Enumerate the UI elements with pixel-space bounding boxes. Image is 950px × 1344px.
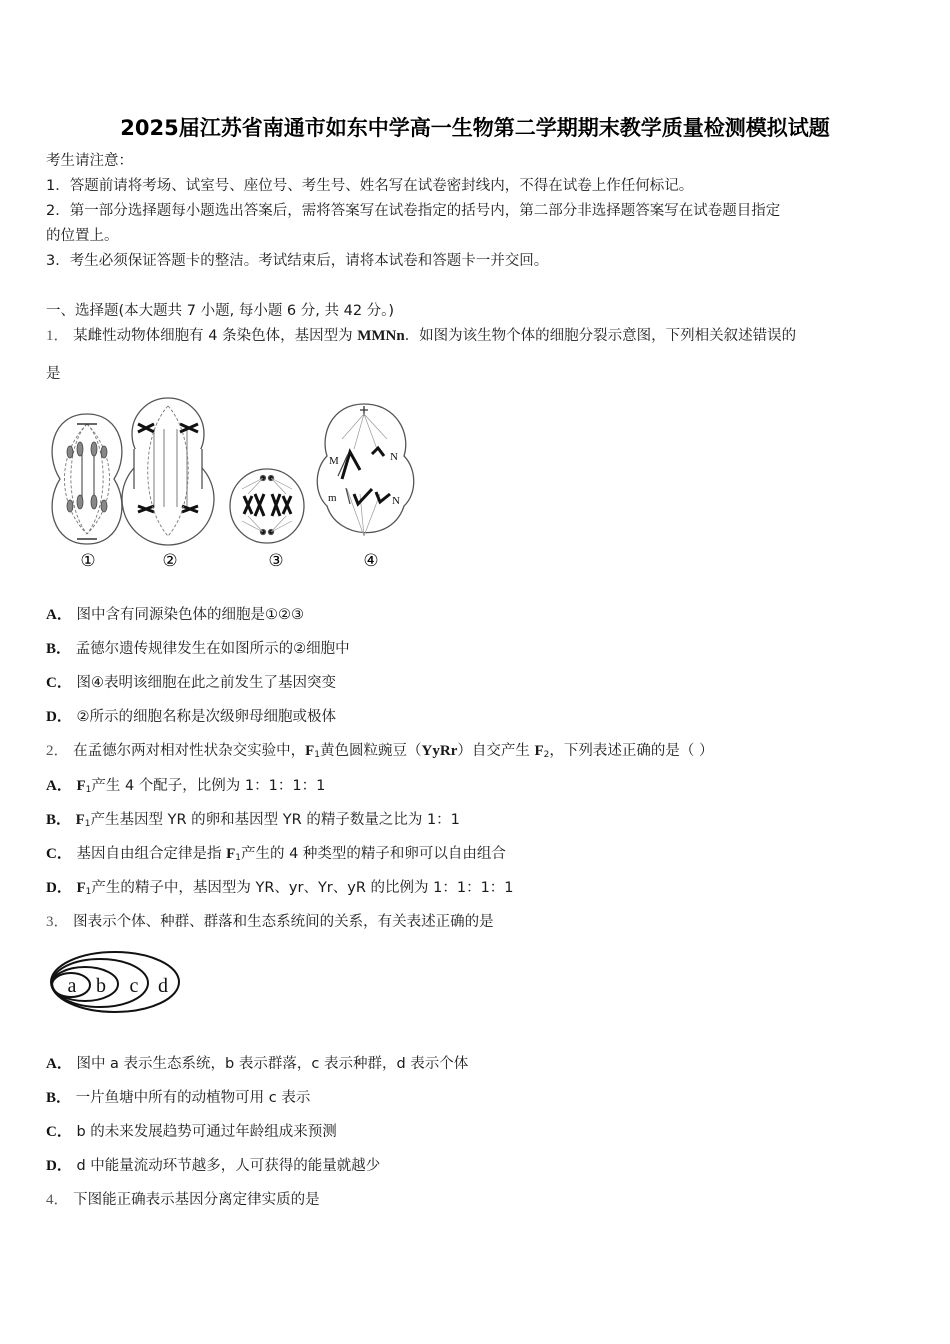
option-label: D． <box>46 1158 72 1174</box>
f1-symbol: F <box>226 846 236 862</box>
cell-1-outline <box>52 414 122 544</box>
option-text: 产生基因型 YR 的卵和基因型 YR 的精子数量之比为 1：1 <box>90 812 460 828</box>
genotype-text: YyRr <box>421 743 458 759</box>
question-number: 4． <box>46 1192 69 1208</box>
question-text: 图表示个体、种群、群落和生态系统间的关系，有关表述正确的是 <box>73 914 494 930</box>
question-1-option-a[interactable] <box>46 605 304 625</box>
f2-symbol: F <box>534 743 544 759</box>
ellipse-label-b: b <box>96 975 106 997</box>
question-3-option-c[interactable] <box>46 1122 337 1142</box>
section-heading: 一、选择题(本大题共 7 小题, 每小题 6 分, 共 42 分。) <box>46 303 395 319</box>
question-3-option-a[interactable] <box>46 1054 468 1074</box>
figure-label-2: ② <box>162 551 178 571</box>
question-3-option-d[interactable] <box>46 1156 380 1176</box>
ellipse-label-a: a <box>67 975 77 997</box>
f1-subscript: 1 <box>235 853 241 863</box>
gene-label-m: m <box>328 492 337 504</box>
question-3-option-b[interactable] <box>46 1088 310 1108</box>
gene-label-N-bottom: N <box>392 495 400 507</box>
question-text: 下图能正确表示基因分离定律实质的是 <box>73 1192 320 1208</box>
figure-label-4: ④ <box>363 551 379 571</box>
option-label: A． <box>46 1056 72 1072</box>
option-label: A． <box>46 607 72 623</box>
option-text: 一片鱼塘中所有的动植物可用 c 表示 <box>75 1090 311 1106</box>
figure-label-1: ① <box>80 551 96 571</box>
option-text: b 的未来发展趋势可通过年龄组成来预测 <box>76 1124 337 1140</box>
question-1-stem-cont: 是 <box>46 366 61 382</box>
option-label: C． <box>46 1124 72 1140</box>
question-1-option-b[interactable] <box>46 639 350 659</box>
question-text: 黄色圆粒豌豆（ <box>320 743 422 759</box>
question-number: 2． <box>46 743 69 759</box>
option-label: A． <box>46 778 72 794</box>
notice-item-3: 3．考生必须保证答题卡的整洁。考试结束后，请将本试卷和答题卡一并交回。 <box>46 253 549 269</box>
question-2-option-b[interactable] <box>46 810 460 834</box>
notice-heading: 考生请注意： <box>46 153 133 169</box>
question-4-stem <box>46 1190 320 1210</box>
question-text: ）自交产生 <box>457 743 535 759</box>
option-text: 孟德尔遗传规律发生在如图所示的②细胞中 <box>75 641 350 657</box>
f1-subscript: 1 <box>314 750 321 760</box>
gene-label-N-top: N <box>390 451 398 463</box>
notice-item-2-cont: 的位置上。 <box>46 228 119 244</box>
question-2-option-d[interactable] <box>46 878 514 902</box>
question-1-stem <box>46 326 796 346</box>
f2-subscript: 2 <box>543 750 550 760</box>
option-label: B． <box>46 1090 72 1106</box>
notice-item-2: 2．第一部分选择题每小题选出答案后，需将答案写在试卷指定的括号内，第二部分非选择题答案写在试卷题目指定 <box>46 203 781 219</box>
option-text: ②所示的细胞名称是次级卵母细胞或极体 <box>76 709 336 725</box>
gene-label-M: M <box>329 455 339 467</box>
cell-4-outline <box>317 404 414 533</box>
cell-3-outline <box>230 469 304 543</box>
option-text: 图④表明该细胞在此之前发生了基因突变 <box>76 675 336 691</box>
question-1-option-c[interactable] <box>46 673 336 693</box>
question-text: ．如图为该生物个体的细胞分裂示意图，下列相关叙述错误的 <box>404 328 797 344</box>
notice-item-1: 1．答题前请将考场、试室号、座位号、考生号、姓名写在试卷密封线内，不得在试卷上作任何标记。 <box>46 178 694 194</box>
option-label: C． <box>46 675 72 691</box>
question-2-stem <box>46 741 713 765</box>
question-1-option-d[interactable] <box>46 707 336 727</box>
option-text: 图中 a 表示生态系统，b 表示群落，c 表示种群，d 表示个体 <box>76 1056 469 1072</box>
option-text: 产生的精子中，基因型为 YR、yr、Yr、yR 的比例为 1：1：1：1 <box>91 880 514 896</box>
option-label: D． <box>46 880 72 896</box>
f1-symbol: F <box>75 812 85 828</box>
option-label: B． <box>46 812 72 828</box>
option-text: 产生 4 个配子，比例为 1：1：1：1 <box>91 778 326 794</box>
f1-subscript: 1 <box>85 887 92 897</box>
question-2-option-c[interactable] <box>46 844 506 868</box>
option-text: 产生的 4 种类型的精子和卵可以自由组合 <box>240 846 506 862</box>
question-number: 3． <box>46 914 69 930</box>
question-text: 某雌性动物体细胞有 4 条染色体，基因型为 <box>73 328 358 344</box>
genotype-text: MMNn <box>357 328 405 344</box>
option-label: D． <box>46 709 72 725</box>
figure-label-3: ③ <box>268 551 284 571</box>
option-text: 基因自由组合定律是指 <box>76 846 227 862</box>
question-number: 1． <box>46 328 69 344</box>
option-text: 图中含有同源染色体的细胞是①②③ <box>76 607 304 623</box>
question-text: 在孟德尔两对相对性状杂交实验中， <box>73 743 306 759</box>
cell-division-figure <box>42 394 422 576</box>
question-2-option-a[interactable] <box>46 776 325 800</box>
f1-symbol: F <box>76 880 86 896</box>
nested-ellipses-figure <box>50 950 185 1015</box>
question-3-stem <box>46 912 494 932</box>
option-label: B． <box>46 641 72 657</box>
question-text: ，下列表述正确的是（ ） <box>549 743 714 759</box>
ellipse-label-d: d <box>158 975 168 997</box>
f1-symbol: F <box>76 778 86 794</box>
ellipse-label-c: c <box>129 975 139 997</box>
f1-subscript: 1 <box>84 819 91 829</box>
f1-symbol: F <box>305 743 315 759</box>
f1-subscript: 1 <box>85 785 92 795</box>
page-title: 2025届江苏省南通市如东中学高一生物第二学期期末教学质量检测模拟试题 <box>120 116 830 140</box>
option-text: d 中能量流动环节越多，人可获得的能量就越少 <box>76 1158 381 1174</box>
option-label: C． <box>46 846 72 862</box>
